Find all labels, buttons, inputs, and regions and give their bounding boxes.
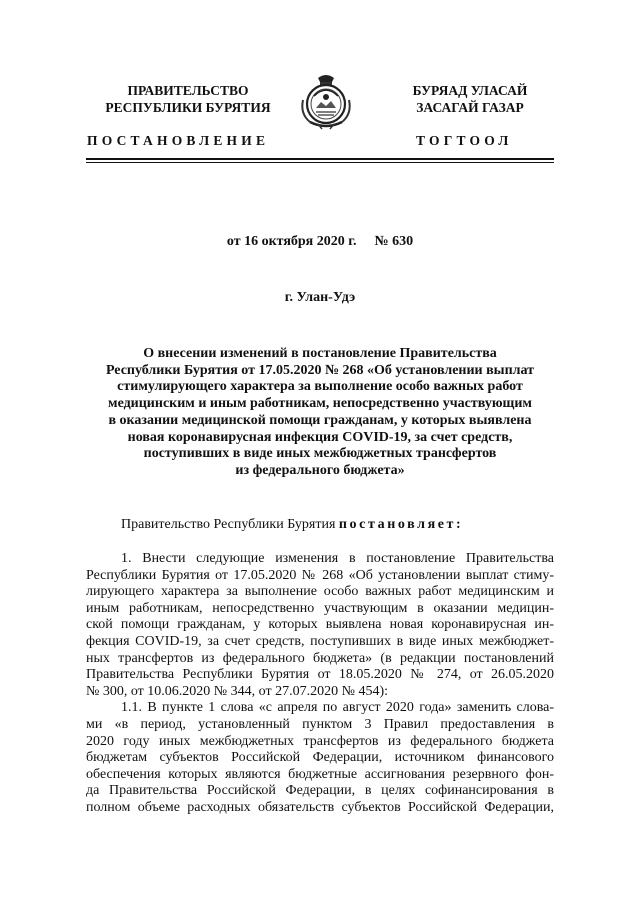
paragraph-line: фекция COVID-19, за счет средств, поступивших в виде иных межбюджет-	[86, 633, 554, 649]
paragraph-line: ми «в период, установленный пунктом 3 Правил предоставления в	[86, 716, 554, 732]
paragraph-line: № 300, от 10.06.2020 № 344, от 27.07.2020 № 454):	[86, 683, 388, 699]
date-line	[0, 234, 640, 250]
doc-type-russian: ПОСТАНОВЛЕНИЕ	[87, 133, 270, 148]
paragraph-line: ской помощи гражданам, у которых выявлена новая коронавирусная ин-	[86, 617, 554, 633]
paragraph-line: да Правительства Российской Федерации, в целях софинансирования в	[86, 783, 554, 799]
header-rule-thick	[86, 158, 554, 160]
doc-type-buryat: ТОГТООЛ	[416, 133, 513, 148]
org-name-line-1: ПРАВИТЕЛЬСТВО	[127, 83, 249, 98]
paragraph-1	[86, 551, 554, 700]
document-number: № 630	[374, 234, 414, 249]
city: г. Улан-Удэ	[284, 290, 356, 305]
paragraph-line: обеспечения которых являются бюджетные ассигнования резервного фон-	[86, 766, 554, 782]
paragraph-line: иным работникам, непосредственно участвующим в оказании медицин-	[86, 600, 554, 616]
paragraph-line: бюджетам субъектов Российской Федерации, источником финансового	[86, 750, 554, 766]
paragraph-line: полном объеме расходных обязательств субъектов Российской Федерации,	[86, 799, 554, 815]
paragraph-line: лирующего характера за выполнение особо важных работ медицинским и	[86, 584, 554, 600]
paragraph-line: Правительства Республики Бурятия от 18.05.2020 № 274, от 26.05.2020	[86, 667, 554, 683]
document-body	[86, 551, 554, 817]
header-rule-thin	[86, 162, 554, 163]
paragraph-line: 1.1. В пункте 1 слова «с апреля по август 2020 года» заменить слова-	[121, 700, 554, 716]
paragraph-line: Республики Бурятия от 17.05.2020 № 268 «Об установлении выплат стиму-	[86, 567, 554, 583]
org-name-line-1: БУРЯАД УЛАСАЙ	[412, 83, 528, 98]
document-title: О внесении изменений в постановление Правительства Республики Бурятия от 17.05.2020 № 268 «Об установлении выплат стимулирующего характера за выполнение особо важных работ медицинским и иным работникам, непосредственно участвующим в оказании медицинской помощи гражданам, у которых выявлена новая коронавирусная инфекция COVID-19, за счет средств, поступивших в виде иных межбюджетных трансфертов из федерального бюджета»	[105, 346, 535, 478]
intro-line	[121, 517, 463, 533]
intro-resolves: постановляет:	[338, 517, 464, 532]
org-name-russian	[88, 83, 288, 116]
org-name-buryat	[385, 83, 555, 116]
org-name-line-2: ЗАСАГАЙ ГАЗАР	[416, 99, 524, 115]
paragraph-line: ных трансфертов из федерального бюджета» (в редакции постановлений	[86, 650, 554, 666]
paragraph-line: 2020 году иных межбюджетных трансфертов из федерального бюджета	[86, 733, 554, 749]
paragraph-line: 1. Внести следующие изменения в постановление Правительства	[121, 551, 554, 566]
paragraph-1-1	[86, 700, 554, 816]
org-name-line-2: РЕСПУБЛИКИ БУРЯТИЯ	[105, 99, 271, 115]
coat-of-arms-icon	[296, 70, 356, 132]
intro-prefix: Правительство Республики Бурятия	[121, 517, 336, 532]
document-date: от 16 октября 2020 г.	[226, 234, 357, 249]
